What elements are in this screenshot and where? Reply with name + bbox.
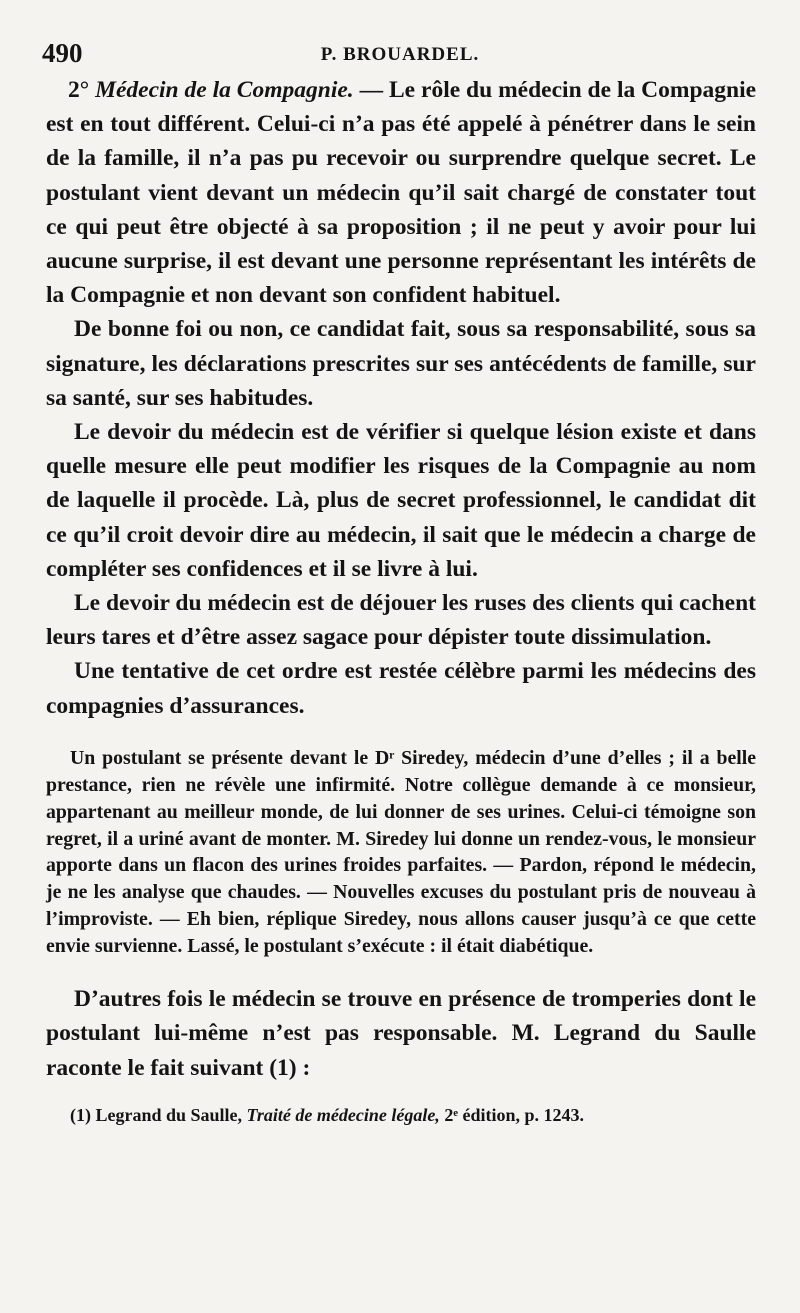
footnote	[46, 1103, 756, 1127]
paragraph-2: De bonne foi ou non, ce candidat fait, sous sa responsabilité, sous sa signature, les déclarations prescrites sur ses antécédents de famille, sur sa santé, sur ses habitudes.	[46, 316, 756, 411]
footnote-title: Traité de médecine légale,	[246, 1104, 440, 1125]
anecdote-block	[46, 745, 756, 960]
anecdote-text: Un postulant se présente devant le Dʳ Siredey, médecin d’une d’elles ; il a belle prestance, rien ne révèle une infirmité. Notre collègue demande à ce monsieur, appartenant au meilleur monde, de lui donner de ses urines. Celui-ci témoigne son regret, il a uriné avant de monter. M. Siredey lui donne un rendez-vous, le monsieur apporte dans un flacon des urines froides parfaites. — Pardon, répond le médecin, je ne les analyse que chaudes. — Nouvelles excuses du postulant pris de nouveau à l’improviste. — Eh bien, réplique Siredey, nous allons causer jusqu’à ce que cette envie survienne. Lassé, le postulant s’exécute : il était diabétique.	[46, 746, 756, 958]
section-title: Médecin de la Compagnie.	[95, 77, 354, 103]
footnote-marker: (1)	[70, 1104, 91, 1125]
paragraph-3: Le devoir du médecin est de vérifier si quelque lésion existe et dans quelle mesure elle peut modifier les risques de la Compagnie au nom de laquelle il procède. Là, plus de secret professionnel, le candidat dit ce qu’il croit devoir dire au médecin, il sait que le médecin a charge de compléter ses confidences et il se livre à lui.	[46, 419, 756, 582]
paragraph-6: D’autres fois le médecin se trouve en présence de tromperies dont le postulant lui-même n’est pas responsable. M. Legrand du Saulle raconte le fait suivant (1) :	[46, 986, 756, 1081]
main-text	[46, 73, 756, 723]
paragraph-5: Une tentative de cet ordre est restée célèbre parmi les médecins des compagnies d’assurances.	[46, 658, 756, 719]
section-number: 2°	[68, 77, 90, 103]
section-dash: —	[359, 77, 384, 103]
paragraph-1	[46, 73, 756, 312]
paragraph-4: Le devoir du médecin est de déjouer les ruses des clients qui cachent leurs tares et d’être assez sagace pour dépister toute dissimulation.	[46, 590, 756, 651]
footnote-rest: 2ᵉ édition, p. 1243.	[444, 1104, 584, 1125]
page-number: 490	[42, 38, 83, 68]
paragraph-1-text: Le rôle du médecin de la Compagnie est en tout différent. Celui-ci n’a pas été appelé à pénétrer dans le sein de la famille, il n’a pas pu recevoir ou surprendre quelque secret. Le postulant vient devant un médecin qu’il sait chargé de constater tout ce qui peut être objecté à sa proposition ; il ne peut y avoir pour lui aucune surprise, il est devant une personne représentant les intérêts de la Compagnie et non devant son confident habituel.	[46, 77, 757, 309]
page-body	[46, 73, 756, 1127]
running-head: P. BROUARDEL.	[320, 44, 480, 65]
footnote-author: Legrand du Saulle,	[95, 1104, 243, 1125]
closing-text	[46, 982, 756, 1085]
page-header	[0, 38, 800, 68]
